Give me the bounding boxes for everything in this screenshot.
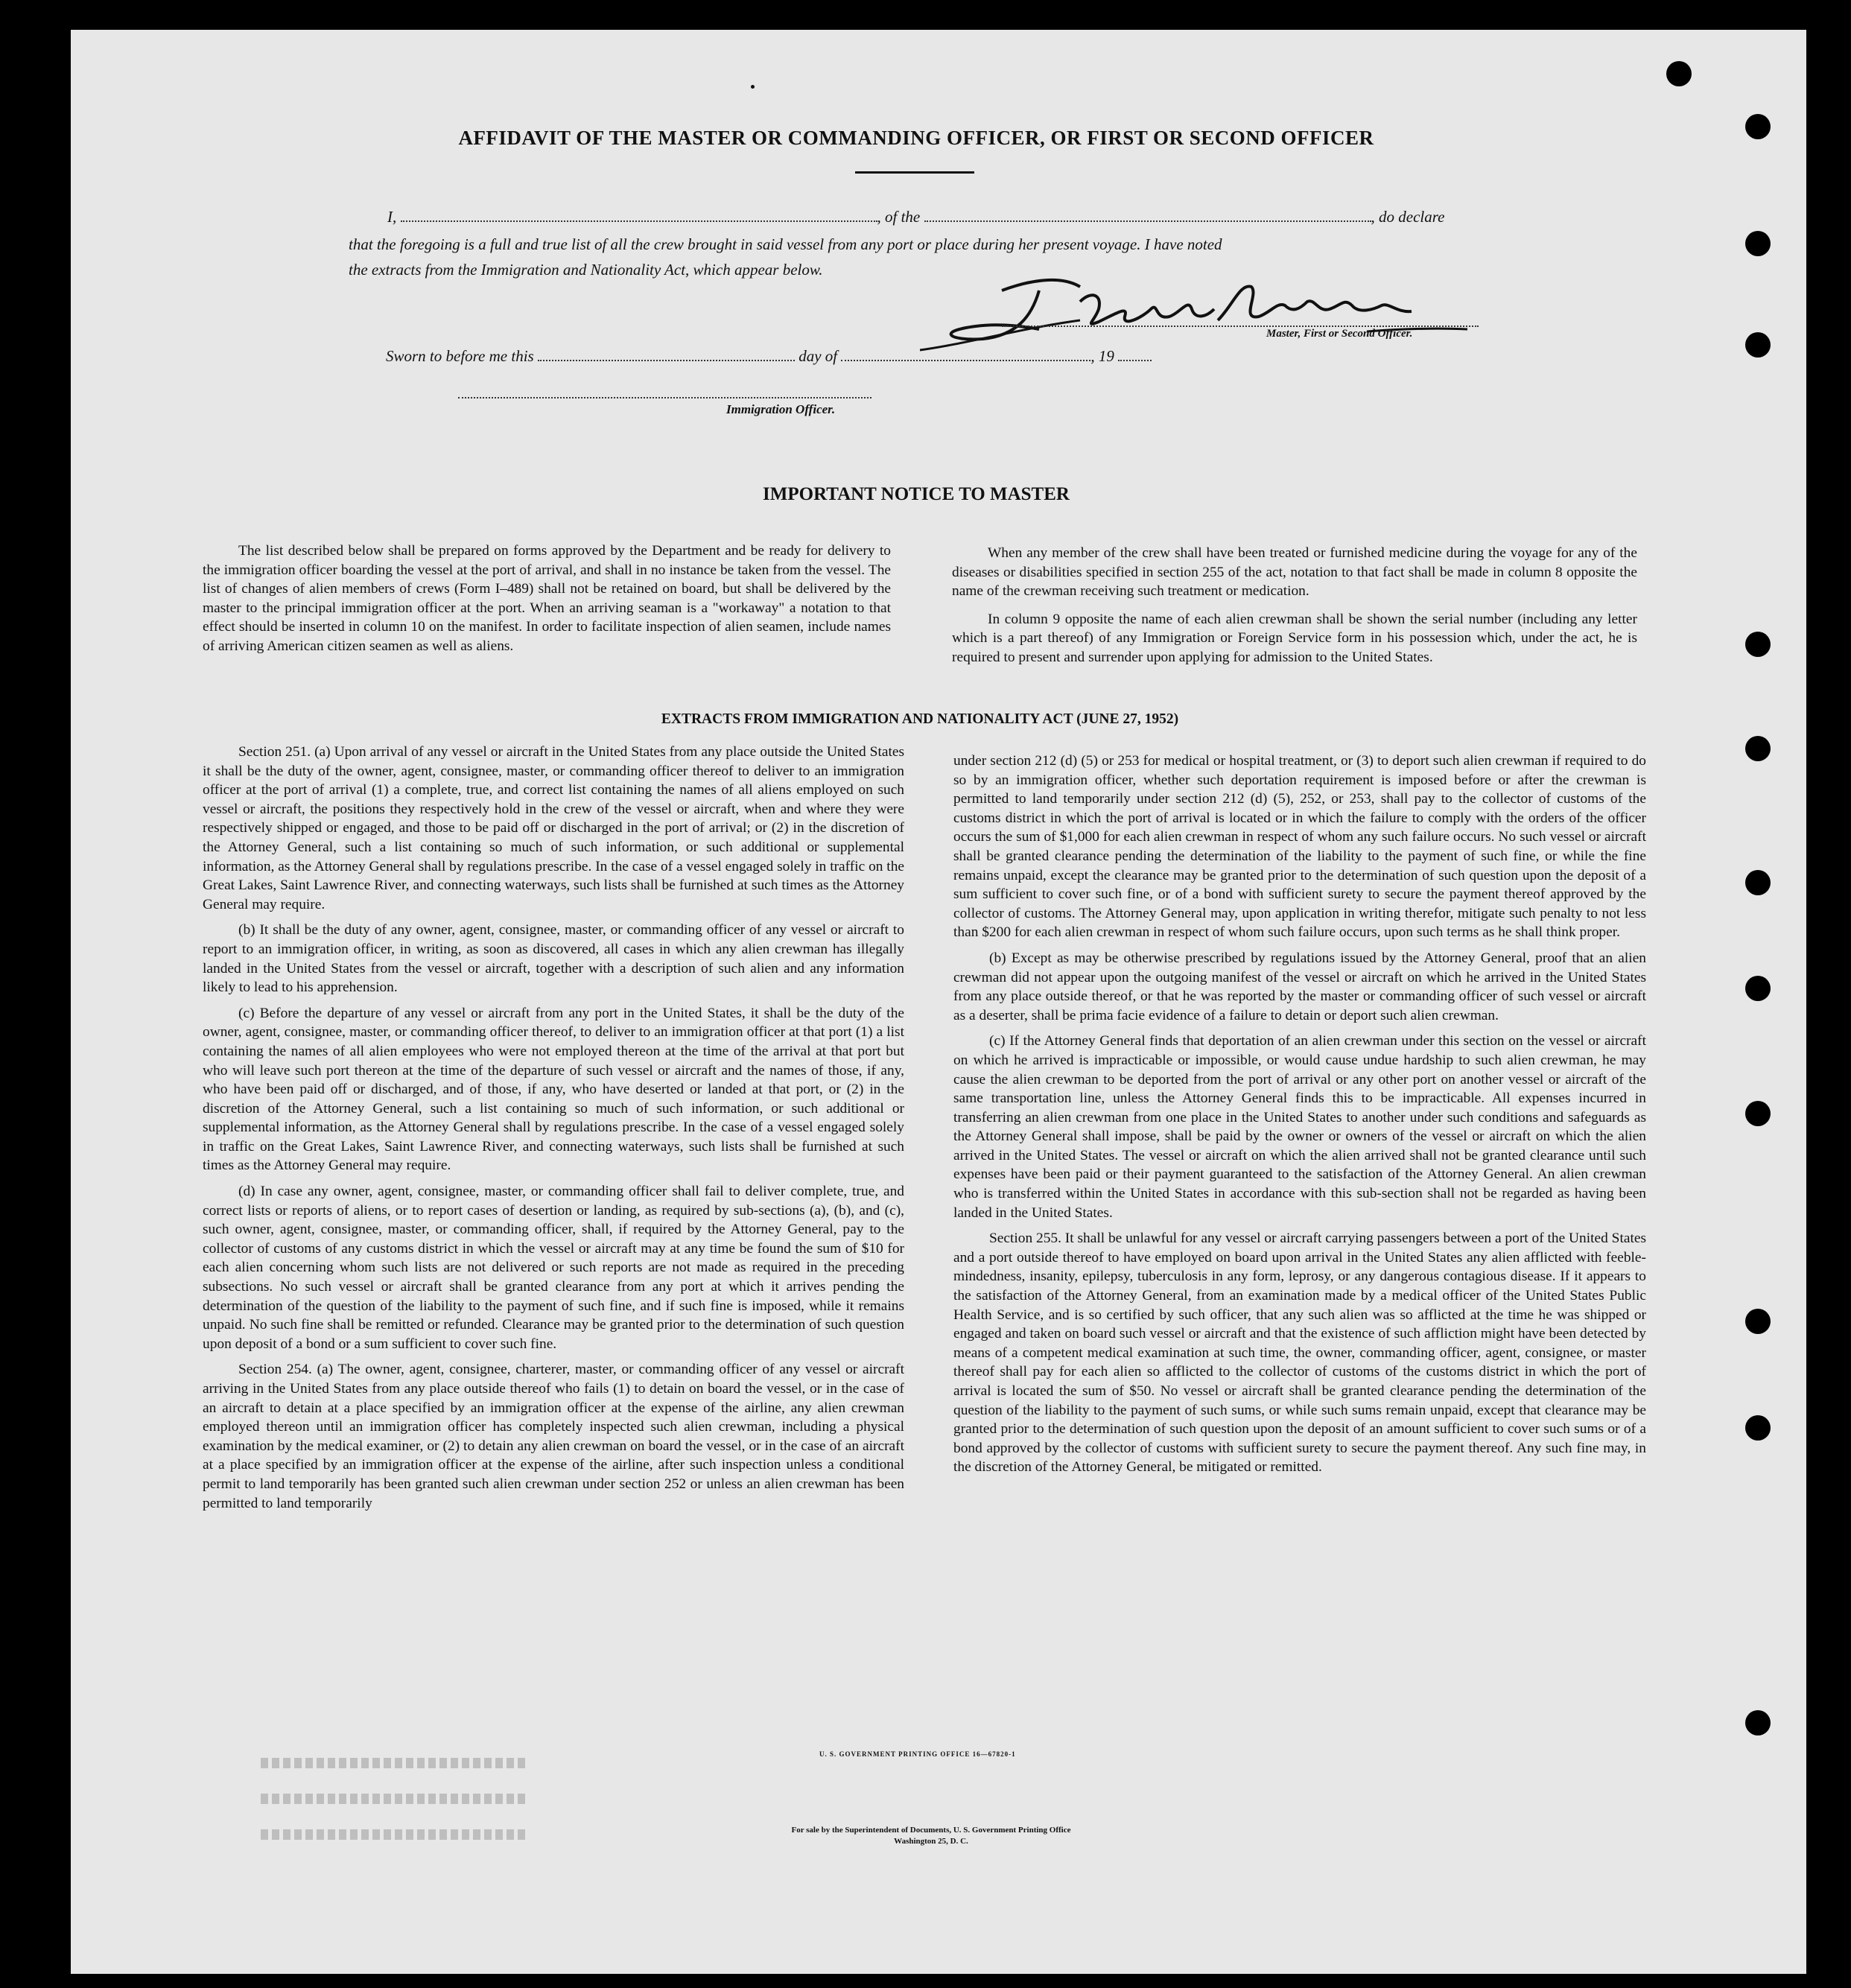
declare-line-3: the extracts from the Immigration and Nationality Act, which appear below. <box>349 261 823 279</box>
declare-line <box>387 207 1444 226</box>
bleed-through-mark <box>261 1758 529 1768</box>
notice-title: IMPORTANT NOTICE TO MASTER <box>763 484 1070 504</box>
officer-label: Immigration Officer. <box>726 402 836 416</box>
notice-paragraph: When any member of the crew shall have been treated or furnished medicine during the voyage for any of the diseases or disabilities specified in section 255 of the act, notation to that fact shall be made in column 8 opposite the name of the crewman receiving such treatment or medication. <box>952 545 1637 600</box>
declare-end: , do declare <box>1371 208 1445 226</box>
bleed-through-mark <box>261 1829 529 1840</box>
act-paragraph: under section 212 (d) (5) or 253 for medical or hospital treatment, or (3) to deport such alien crewman if required to do so by an immigration officer, whether such deportation requirement is imposed before or after the crewman is permitted to land temporarily under section 212 (d) (5), 252, or 253, shall pay to the collector of customs of the customs district in which the port of arrival is located or in which the failure to comply with the orders of the officer occurs the sum of $1,000 for each alien crewman in respect of whom any such failure occurs. No such vessel or aircraft shall be granted clearance pending the determination of the liability to the payment of such fine, or while the fine remains unpaid, except the clearance may be granted prior to the determination of such question upon the deposit of a sum sufficient to cover such fine, or of a bond with sufficient surety to secure the payment thereof approved by the collector of customs. The Attorney General may, upon application in writing therefor, mitigate such penalty to not less than $200 for each alien crewman in respect of whom such failure occurs, upon such terms as he shall think proper. <box>953 753 1646 941</box>
act-paragraph: (c) Before the departure of any vessel or aircraft from any port in the United States, it shall be the duty of the owner, agent, consignee, master, or commanding officer thereof, to deliver to an immigration officer at that port (1) a list containing the names of all alien employees who were not employed thereon at the time of the arrival at that port but who will leave such port thereon at the time of the departure of such vessel or aircraft and the names of those, if any, who have been paid off or discharged, and of those, if any, who have deserted or landed at that port, or (2) in the discretion of the Attorney General, such a list containing so much of such information, or such additional or supplemental information, as the Attorney General shall by regulations prescribe. In the case of a vessel engaged solely in traffic on the Great Lakes, Saint Lawrence River, and connecting waterways, such lists shall be furnished at such times as the Attorney General may require. <box>203 1005 904 1174</box>
punch-hole <box>1745 632 1771 657</box>
declare-start: I, <box>387 208 397 226</box>
handwritten-signature <box>920 276 1471 358</box>
speck <box>751 85 755 89</box>
notice-paragraph: In column 9 opposite the name of each alien crewman shall be shown the serial number (including any letter which is a part thereof) of any Immigration or Foreign Service form in his possession which, under the act, he is required to present and surrender upon applying for admission to the United States. <box>952 611 1637 665</box>
year-field[interactable] <box>1118 346 1152 361</box>
signature-line[interactable] <box>1002 325 1479 327</box>
sworn-mid: day of <box>798 347 838 365</box>
punch-hole <box>1745 1309 1771 1334</box>
punch-hole <box>1745 231 1771 256</box>
punch-hole <box>1745 1101 1771 1126</box>
act-paragraph: Section 254. (a) The owner, agent, consignee, charterer, master, or commanding officer of any vessel or aircraft arriving in the United States from any place outside thereof who fails (1) to detain on board the vessel, or in the case of an aircraft to detain at a place specified by an immigration officer at the expense of the airline, any alien crewman employed thereon until an immigration officer has completely inspected such alien crewman, including a physical examination by the medical examiner, or (2) to detain any alien crewman on board the vessel, or in the case of an aircraft at a place specified by an immigration officer at the expense of the airline, after such inspection unless a conditional permit to land temporarily has been granted such alien crewman under section 252 or unless an alien crewman has been permitted to land temporarily <box>203 1362 904 1511</box>
extracts-right-column <box>953 752 1646 1484</box>
declare-line-2: that the foregoing is a full and true list of all the crew brought in said vessel from any port or place during her present voyage. I have noted <box>349 235 1222 253</box>
extracts-title: EXTRACTS FROM IMMIGRATION AND NATIONALITY ACT (JUNE 27, 1952) <box>661 711 1179 727</box>
punch-hole <box>1745 332 1771 358</box>
bleed-through-mark <box>261 1794 529 1804</box>
punch-hole <box>1745 1710 1771 1735</box>
sale-notice <box>596 1825 1266 1847</box>
sworn-end: , 19 <box>1090 347 1114 365</box>
notice-left-column <box>203 542 891 663</box>
name-field[interactable] <box>401 207 877 222</box>
notice-paragraph: The list described below shall be prepared on forms approved by the Department and be ready for delivery to the immigration officer boarding the vessel at the port of arrival, and shall in no instance be taken from the vessel. The list of changes of alien members of crews (Form I–489) shall not be retained on board, but shall be delivered by the master to the principal immigration officer at the port. When an arriving seaman is a "workaway" a notation to that effect should be inserted in column 10 on the manifest. In order to facilitate inspection of alien seamen, include names of arriving American citizen seamen as well as aliens. <box>203 543 891 654</box>
day-field[interactable] <box>538 346 795 361</box>
act-paragraph: Section 255. It shall be unlawful for any vessel or aircraft carrying passengers between a port of the United States and a port outside thereof to have employed on board upon arrival in the United States any alien afflicted with feeble-mindedness, insanity, epilepsy, tuberculosis in any form, leprosy, or any dangerous contagious disease. If it appears to the satisfaction of the Attorney General, from an examination made by a medical officer of the United States Public Health Service, and is so certified by such officer, that any such alien was so afflicted at the time he was shipped or engaged and taken on board such vessel or aircraft and that the existence of such affliction might have been detected by means of a competent medical examination at such time, the owner, commanding officer, agent, consignee, or master thereof shall pay for each alien so afflicted to the collector of customs of the customs district in which the port of arrival is located the sum of $50. No vessel or aircraft shall be granted clearance pending the determination of the question of the liability to the payment of such sums, or while such sums remain unpaid, except that clearance may be granted prior to the determination of such question upon the deposit of an amount sufficient to cover such sums or of a bond approved by the collector of customs with sufficient surety to secure the payment thereof. Any such fine may, in the discretion of the Attorney General, be mitigated or remitted. <box>953 1230 1646 1476</box>
declare-mid: , of the <box>877 208 921 226</box>
punch-hole <box>1745 870 1771 895</box>
sale-line-1: For sale by the Superintendent of Documents, U. S. Government Printing Office <box>791 1826 1071 1835</box>
officer-signature-line[interactable] <box>458 397 871 398</box>
notice-right-column <box>952 544 1637 674</box>
act-paragraph: Section 251. (a) Upon arrival of any vessel or aircraft in the United States from any place outside the United States it shall be the duty of the owner, agent, consignee, master, or commanding officer thereof to deliver to an immigration officer at the port of arrival (1) a complete, true, and correct list containing the names of all aliens employed on such vessel or aircraft, the positions they respectively hold in the crew of the vessel or aircraft, when and where they were respectively shipped or engaged, and those to be paid off or discharged in the port of arrival; or (2) in the discretion of the Attorney General, such a list containing so much of such information, or such additional or supplemental information, as the Attorney General shall by regulations prescribe. In the case of a vessel engaged solely in traffic on the Great Lakes, Saint Lawrence River, and connecting waterways, such lists shall be furnished at such times as the Attorney General may require. <box>203 744 904 912</box>
punch-hole <box>1745 114 1771 139</box>
act-paragraph: (b) Except as may be otherwise prescribed by regulations issued by the Attorney General, proof that an alien crewman did not appear upon the outgoing manifest of the vessel or aircraft on which he arrived in the United States from any place outside thereof, or that he was reported by the master or commanding officer of such vessel or aircraft as a deserter, shall be prima facie evidence of a failure to detain or deport such alien crewman. <box>953 950 1646 1023</box>
extracts-left-column <box>203 743 904 1519</box>
affidavit-title: AFFIDAVIT OF THE MASTER OR COMMANDING OFFICER, OR FIRST OR SECOND OFFICER <box>458 127 1374 149</box>
vessel-field[interactable] <box>924 207 1371 222</box>
act-paragraph: (d) In case any owner, agent, consignee, master, or commanding officer shall fail to deliver complete, true, and correct lists or reports of aliens, or to report cases of desertion or landing, as required by sub-sections (a), (b), and (c), such owner, agent, consignee, master, or commanding officer, shall, if required by the Attorney General, pay to the collector of customs of any customs district in which the vessel or aircraft may at any time be found the sum of $10 for each alien concerning whom such lists are not delivered or such reports are not made as required in the preceding subsections. No such vessel or aircraft shall be granted clearance from any port at which it arrives pending the determination of the question of the liability to the payment of such fine, and if such fine is imposed, while it remains unpaid. No such fine shall be remitted or refunded. Clearance may be granted prior to the determination of such question upon deposit of a bond or a sum sufficient to cover such fine. <box>203 1184 904 1352</box>
signature-label: Master, First or Second Officer. <box>1266 328 1413 340</box>
gpo-imprint: U. S. GOVERNMENT PRINTING OFFICE 16—67820-1 <box>819 1750 1016 1758</box>
punch-hole <box>1666 61 1692 86</box>
month-field[interactable] <box>841 346 1090 361</box>
act-paragraph: (c) If the Attorney General finds that deportation of an alien crewman under this section on the vessel or aircraft on which he arrived is impracticable or impossible, or would cause undue hardship to such alien crewman, he may cause the alien crewman to be deported from the port of arrival or any other port on another vessel or aircraft of the same transportation line, unless the Attorney General finds this to be impracticable. All expenses incurred in transferring an alien crewman from one place in the United States to another under such conditions and safeguards as the Attorney General shall impose, shall be paid by the owner or owners of the vessel or aircraft on which the alien arrived in the United States. The vessel or aircraft on which the alien arrived shall not be granted clearance until such expenses have been paid or their payment guaranteed to the satisfaction of the Attorney General. An alien crewman who is transferred within the United States in accordance with this sub-section shall not be regarded as having been landed in the United States. <box>953 1033 1646 1221</box>
sale-line-2: Washington 25, D. C. <box>894 1837 968 1846</box>
punch-hole <box>1745 736 1771 761</box>
sworn-start: Sworn to before me this <box>386 347 534 365</box>
punch-hole <box>1745 1415 1771 1441</box>
act-paragraph: (b) It shall be the duty of any owner, agent, consignee, master, or commanding officer of any vessel or aircraft to report to an immigration officer, in writing, as soon as discovered, all cases in which any alien crewman has illegally landed in the United States from the vessel or aircraft, together with a description of such alien and any information likely to lead to his apprehension. <box>203 922 904 996</box>
title-rule <box>855 171 974 174</box>
sworn-line <box>386 346 1152 366</box>
punch-hole <box>1745 976 1771 1001</box>
